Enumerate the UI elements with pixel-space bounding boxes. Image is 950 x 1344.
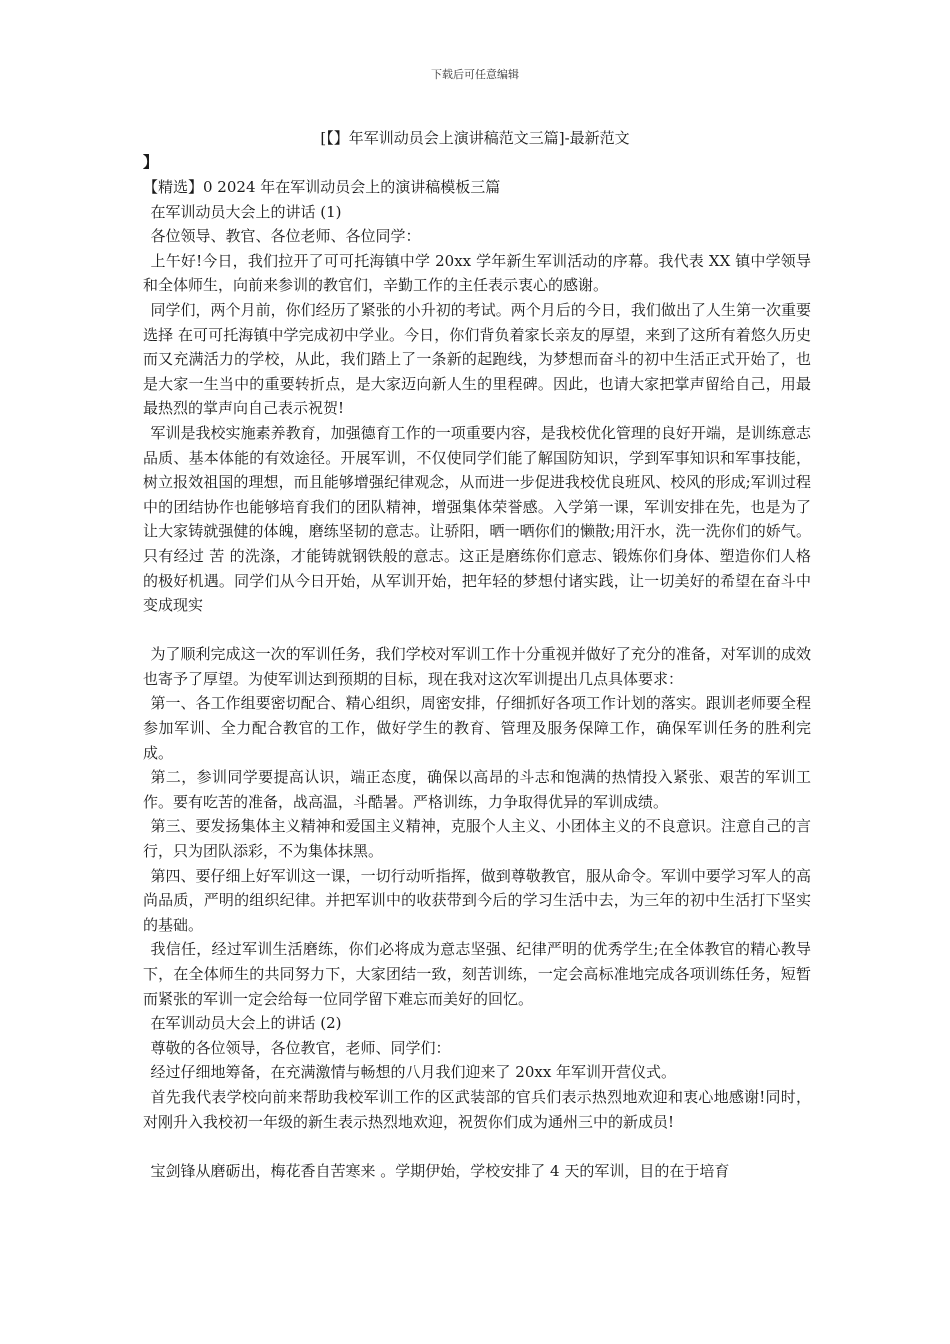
paragraph: 首先我代表学校向前来帮助我校军训工作的区武装部的官兵们表示热烈地欢迎和衷心地感谢!同时，对刚升入我校初一年级的新生表示热烈地欢迎，祝贺你们成为通州三中的新成员! <box>143 1087 811 1131</box>
subtitle-line: 【精选】0 2024 年在军训动员会上的演讲稿模板三篇 <box>143 178 501 196</box>
paragraph: 军训是我校实施素养教育，加强德育工作的一项重要内容，是我校优化管理的良好开端，是训练意志品质、基本体能的有效途径。开展军训，不仅使同学们能了解国防知识，学到军事知识和军事技能，树立报效祖国的理想，而且能够增强纪律观念，从而进一步促进我校优良班风、校风的形成;军训过程中的团结协作也能够培育我们的团队精神，增强集体荣誉感。入学第一课，军训安排在先，也是为了让大家铸就强健的体魄，磨练坚韧的意志。让骄阳，晒一晒你们的懒散;用汗水，洗一洗你们的娇气。只有经过 苦 的洗涤，才能铸就钢铁般的意志。这正是磨练你们意志、锻炼你们身体、塑造你们人格的极好机遇。同学们从今日开始，从军训开始，把年轻的梦想付诸实践，让一切美好的希望在奋斗中变成现实 <box>143 423 811 615</box>
blank-line <box>143 1134 811 1159</box>
paragraph: 第四、要仔细上好军训这一课，一切行动听指挥，做到尊敬教官，服从命令。军训中要学习军人的高尚品质，严明的组织纪律。并把军训中的收获带到今后的学习生活中去，为三年的初中生活打下坚实的基础。 <box>143 866 811 934</box>
blank-line <box>143 618 811 643</box>
page-title: [【】年军训动员会上演讲稿范文三篇]-最新范文 <box>320 129 630 147</box>
paragraph: 宝剑锋从磨砺出，梅花香自苦寒来 。学期伊始，学校安排了 4 天的军训，目的在于培育 <box>150 1161 730 1180</box>
salutation: 尊敬的各位领导，各位教官，老师、同学们： <box>150 1038 451 1057</box>
paragraph: 我信任，经过军训生活磨练，你们必将成为意志坚强、纪律严明的优秀学生;在全体教官的精心教导下，在全体师生的共同努力下，大家团结一致，刻苦训练，一定会高标准地完成各项训练任务，短暂而紧张的军训一定会给每一位同学留下难忘而美好的回忆。 <box>143 940 811 1008</box>
bracket-mark: 】 <box>143 153 159 171</box>
paragraph: 第一、各工作组要密切配合、精心组织，周密安排，仔细抓好各项工作计划的落实。跟训老师要全程参加军训、全力配合教官的工作，做好学生的教育、管理及服务保障工作，确保军训任务的胜利完成。 <box>143 694 811 762</box>
paragraph: 第二，参训同学要提高认识，端正态度，确保以高昂的斗志和饱满的热情投入紧张、艰苦的军训工作。要有吃苦的准备，战高温，斗酷暑。严格训练，力争取得优异的军训成绩。 <box>143 768 811 811</box>
paragraph: 上午好!今日，我们拉开了可可托海镇中学 20xx 学年新生军训活动的序幕。我代表 XX 镇中学领导和全体师生，向前来参训的教官们，辛勤工作的主任表示衷心的感谢。 <box>143 251 811 295</box>
paragraph: 经过仔细地筹备，在充满激情与畅想的八月我们迎来了 20xx 年军训开营仪式。 <box>150 1063 677 1082</box>
paragraph: 同学们，两个月前，你们经历了紧张的小升初的考试。两个月后的今日，我们做出了人生第一次重要选择 在可可托海镇中学完成初中学业。今日，你们背负着家长亲友的厚望，来到了这所有着悠久历史而又充满活力的学校，从此，我们踏上了一条新的起跑线，为梦想而奋斗的初中生活正式开始了，也是大家一生当中的重要转折点，是大家迈向新人生的里程碑。因此，也请大家把掌声留给自己，用最最热烈的掌声向自己表示祝贺! <box>143 300 811 418</box>
paragraph: 为了顺利完成这一次的军训任务，我们学校对军训工作十分重视并做好了充分的准备，对军训的成效也寄予了厚望。为使军训达到预期的目标，现在我对这次军训提出几点具体要求： <box>143 645 811 688</box>
paragraph: 第三、要发扬集体主义精神和爱国主义精神，克服个人主义、小团体主义的不良意识。注意自己的言行，只为团队添彩，不为集体抹黑。 <box>143 817 811 861</box>
header-note: 下载后可任意编辑 <box>431 68 519 81</box>
section-heading-1: 在军训动员大会上的讲话 (1) <box>150 202 342 221</box>
salutation: 各位领导、教官、各位老师、各位同学： <box>150 227 421 246</box>
section-heading-2: 在军训动员大会上的讲话 (2) <box>150 1014 342 1033</box>
document-body <box>143 175 811 1183</box>
